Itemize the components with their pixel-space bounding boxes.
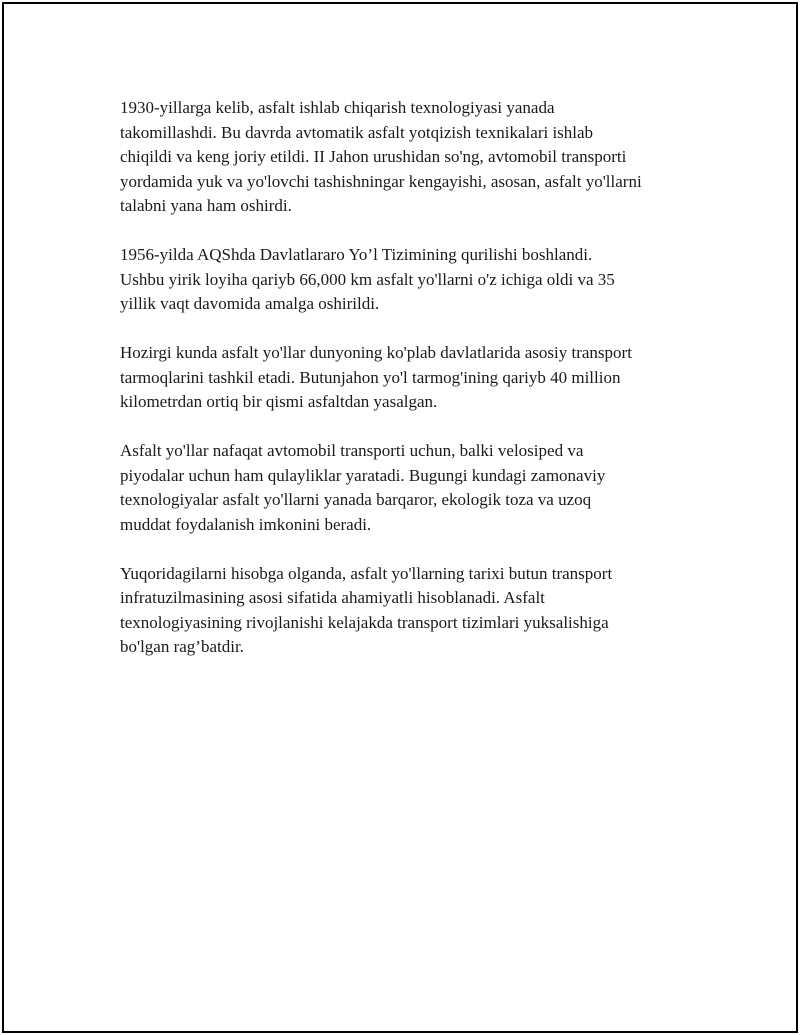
document-page [2, 2, 798, 1033]
paragraph-5: Yuqoridagilarni hisobga olganda, asfalt yo'llarning tarixi butun transport infratuzilmasining asosi sifatida ahamiyatli hisoblanadi. Asfalt texnologiyasining rivojlanishi kelajakda transport tizimlari yuksalishiga bo'lgan rag’batdir. [120, 563, 613, 656]
paragraph-2: 1956-yilda AQShda Davlatlararo Yo’l Tizimining qurilishi boshlandi. Ushbu yirik loyiha qariyb 66,000 km asfalt yo'llarni o'z ichiga oldi va 35 yillik vaqt davomida amalga oshirildi. [120, 245, 615, 313]
document-body [120, 96, 700, 684]
paragraph-4: Asfalt yo'llar nafaqat avtomobil transporti uchun, balki velosiped va piyodalar uchun ham qulayliklar yaratadi. Bugungi kundagi zamonaviy texnologiyalar asfalt yo'llarni yanada barqaror, ekologik toza va uzoq muddat foydalanish imkonini beradi. [120, 441, 606, 534]
paragraph-3: Hozirgi kunda asfalt yo'llar dunyoning ko'plab davlatlarida asosiy transport tarmoqlarini tashkil etadi. Butunjahon yo'l tarmog'ining qariyb 40 million kilometrdan ortiq bir qismi asfaltdan yasalgan. [120, 343, 632, 411]
paragraph-1: 1930-yillarga kelib, asfalt ishlab chiqarish texnologiyasi yanada takomillashdi. Bu davrda avtomatik asfalt yotqizish texnikalari ishlab chiqildi va keng joriy etildi. II Jahon urushidan so'ng, avtomobil transporti yordamida yuk va yo'lovchi tashishningar kengayishi, asosan, asfalt yo'llarni talabni yana ham oshirdi. [120, 98, 642, 215]
